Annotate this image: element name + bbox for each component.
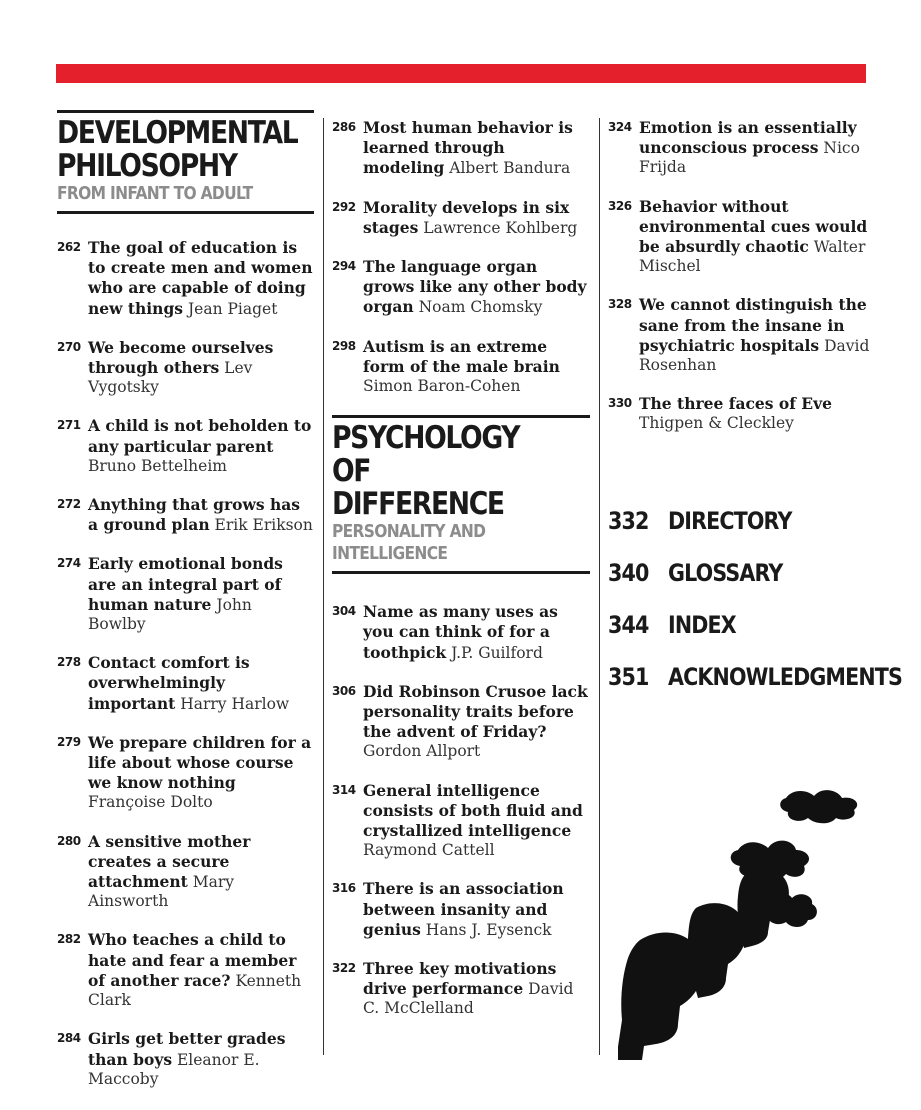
entry-title: Contact comfort is overwhelmingly important <box>88 653 250 713</box>
back-matter-page: 340 <box>608 559 649 587</box>
toc-entry[interactable] <box>332 959 590 1019</box>
entry-text <box>88 495 314 535</box>
back-matter-list <box>608 495 921 703</box>
toc-entry[interactable] <box>57 554 314 634</box>
entry-text <box>88 733 314 813</box>
entry-author: Noam Chomsky <box>418 298 543 317</box>
toc-entry[interactable] <box>57 930 314 1010</box>
entry-page-number: 298 <box>332 338 356 353</box>
entry-author: Lev Vygotsky <box>88 359 253 397</box>
entry-text <box>363 959 590 1019</box>
entry-page-number: 270 <box>57 339 81 354</box>
back-matter-label: INDEX <box>668 611 736 639</box>
entry-author: John Bowlby <box>88 595 252 634</box>
entry-author: Thigpen & Cleckley <box>639 414 794 433</box>
entry-text <box>639 394 870 433</box>
entry-title: Most human behavior is learned through modeling <box>363 118 573 178</box>
entry-author: Erik Erikson <box>214 516 313 535</box>
entry-text <box>363 337 590 397</box>
back-matter-page: 344 <box>608 611 649 639</box>
entry-author: Albert Bandura <box>449 159 571 178</box>
entry-title: Did Robinson Crusoe lack personality traits before the advent of Friday? <box>363 681 588 742</box>
toc-entry[interactable] <box>332 879 590 940</box>
entry-page-number: 279 <box>57 734 81 749</box>
entry-text <box>88 653 314 714</box>
entry-author: Simon Baron-Cohen <box>363 377 521 396</box>
back-matter-page: 351 <box>608 663 649 691</box>
toc-entry[interactable] <box>608 295 870 375</box>
back-matter-page: 332 <box>608 507 649 535</box>
entry-text <box>88 238 314 319</box>
back-matter-item-index[interactable] <box>608 599 921 651</box>
toc-entry[interactable] <box>57 238 314 319</box>
section-subtitle: PERSONALITY AND INTELLIGENCE <box>332 521 486 565</box>
entry-page-number: 328 <box>608 297 632 312</box>
silhouette-heads-with-thought-clouds-icon <box>618 780 868 1060</box>
entry-author: Walter Mischel <box>639 238 866 276</box>
entry-title: A sensitive mother creates a secure attachment <box>88 831 251 892</box>
entry-title: We cannot distinguish the sane from the insane in psychiatric hospitals <box>639 295 867 355</box>
entry-text <box>88 832 314 912</box>
column-divider <box>599 118 600 1055</box>
entry-title: Early emotional bonds are an integral part of human nature <box>88 554 283 614</box>
entry-page-number: 304 <box>332 604 356 619</box>
entry-text <box>88 338 314 398</box>
entry-author: J.P. Guilford <box>451 643 543 662</box>
entry-title: Autism is an extreme form of the male brain <box>363 336 560 376</box>
entry-author: Harry Harlow <box>180 694 290 713</box>
back-matter-item-glossary[interactable] <box>608 547 921 599</box>
top-accent-bar <box>56 64 866 83</box>
entry-page-number: 330 <box>608 396 632 411</box>
entry-text <box>363 257 590 318</box>
toc-entry[interactable] <box>57 832 314 912</box>
entry-text <box>363 198 590 238</box>
entry-author: Françoise Dolto <box>88 793 213 812</box>
entry-title: Three key motivations drive performance <box>363 959 557 999</box>
entry-list <box>332 118 590 396</box>
back-matter-label: GLOSSARY <box>668 559 783 587</box>
entry-page-number: 292 <box>332 199 356 214</box>
entry-author: Kenneth Clark <box>88 971 302 1010</box>
toc-entry[interactable] <box>57 416 314 476</box>
entry-page-number: 316 <box>332 881 356 896</box>
back-matter-label: DIRECTORY <box>668 507 792 535</box>
section-subtitle: FROM INFANT TO ADULT <box>57 183 253 204</box>
toc-entry[interactable] <box>608 118 870 178</box>
toc-entry[interactable] <box>57 653 314 714</box>
entry-author: Gordon Allport <box>363 742 481 761</box>
entry-text <box>363 781 590 861</box>
entry-page-number: 278 <box>57 655 81 670</box>
entry-title: There is an association between insanity and genius <box>363 879 564 939</box>
entry-text <box>88 1029 314 1089</box>
column-middle <box>332 110 590 1038</box>
entry-page-number: 280 <box>57 833 81 848</box>
entry-text <box>88 416 314 476</box>
entry-title: The goal of education is to create men and women who are capable of doing new things <box>88 238 313 318</box>
entry-author: Bruno Bettelheim <box>88 456 227 475</box>
entry-author: Raymond Cattell <box>363 841 495 860</box>
section-header-difference <box>332 415 590 574</box>
entry-text <box>363 682 590 762</box>
entry-title: The three faces of Eve <box>639 394 832 414</box>
toc-entry[interactable] <box>332 602 590 663</box>
section-title: DEVELOPMENTAL PHILOSOPHY <box>57 115 298 184</box>
section-title: PSYCHOLOGY OF DIFFERENCE <box>332 420 520 523</box>
entry-page-number: 306 <box>332 683 356 698</box>
entry-text <box>639 118 870 178</box>
column-right <box>608 110 870 453</box>
entry-text <box>363 118 590 179</box>
entry-text <box>363 602 590 663</box>
toc-entry[interactable] <box>332 337 590 397</box>
toc-entry[interactable] <box>332 198 590 238</box>
back-matter-item-acknowledgments[interactable] <box>608 651 921 703</box>
entry-title: General intelligence consists of both fluid and crystallized intelligence <box>363 780 583 841</box>
toc-entry[interactable] <box>608 394 870 433</box>
entry-page-number: 294 <box>332 259 356 274</box>
toc-entry[interactable] <box>57 733 314 813</box>
entry-title: Morality develops in six stages <box>363 197 570 237</box>
entry-author: David Rosenhan <box>639 336 870 375</box>
entry-page-number: 272 <box>57 497 81 512</box>
entry-page-number: 282 <box>57 932 81 947</box>
entry-list <box>608 118 870 434</box>
entry-title: The language organ grows like any other body organ <box>363 257 587 317</box>
entry-text <box>363 879 590 940</box>
entry-author: Jean Piaget <box>187 299 278 318</box>
entry-page-number: 286 <box>332 120 356 134</box>
entry-author: Eleanor E. Maccoby <box>88 1050 260 1088</box>
column-left <box>57 110 314 1108</box>
entry-author: Nico Frijda <box>639 139 860 177</box>
back-matter-label: ACKNOWLEDGMENTS <box>668 663 902 691</box>
entry-title: Who teaches a child to hate and fear a member of another race? <box>88 930 297 990</box>
back-matter-item-directory[interactable] <box>608 495 921 547</box>
entry-author: David C. McClelland <box>363 980 574 1018</box>
entry-author: Hans J. Eysenck <box>425 920 552 939</box>
entry-list <box>332 602 590 1018</box>
toc-entry[interactable] <box>608 197 870 277</box>
entry-text <box>88 930 314 1010</box>
entry-page-number: 274 <box>57 556 81 571</box>
toc-entry[interactable] <box>332 682 590 762</box>
entry-title: Girls get better grades than boys <box>88 1029 286 1069</box>
toc-entry[interactable] <box>332 781 590 861</box>
entry-page-number: 262 <box>57 240 81 254</box>
entry-page-number: 324 <box>608 120 632 134</box>
entry-title: Emotion is an essentially unconscious process <box>639 118 857 158</box>
entry-page-number: 326 <box>608 198 632 213</box>
entry-page-number: 284 <box>57 1031 81 1046</box>
toc-entry[interactable] <box>332 118 590 179</box>
section-header-developmental <box>57 110 314 214</box>
entry-title: Name as many uses as you can think of for a toothpick <box>363 602 558 662</box>
entry-title: We become ourselves through others <box>88 337 274 378</box>
entry-text <box>88 554 314 634</box>
entry-author: Mary Ainsworth <box>88 873 235 911</box>
entry-page-number: 314 <box>332 782 356 797</box>
entry-author: Lawrence Kohlberg <box>423 218 578 237</box>
toc-entry[interactable] <box>332 257 590 318</box>
entry-text <box>639 197 870 277</box>
entry-title: We prepare children for a life about whose course we know nothing <box>88 732 312 793</box>
column-divider <box>323 118 324 1055</box>
toc-entry[interactable] <box>57 338 314 398</box>
entry-title: A child is not beholden to any particular parent <box>88 416 312 456</box>
entry-text <box>639 295 870 375</box>
toc-entry[interactable] <box>57 1029 314 1089</box>
entry-title: Behavior without environmental cues would be absurdly chaotic <box>639 196 868 257</box>
entry-page-number: 322 <box>332 961 356 976</box>
entry-list <box>57 238 314 1089</box>
entry-title: Anything that grows has a ground plan <box>88 495 300 535</box>
entry-page-number: 271 <box>57 418 81 433</box>
toc-entry[interactable] <box>57 495 314 535</box>
